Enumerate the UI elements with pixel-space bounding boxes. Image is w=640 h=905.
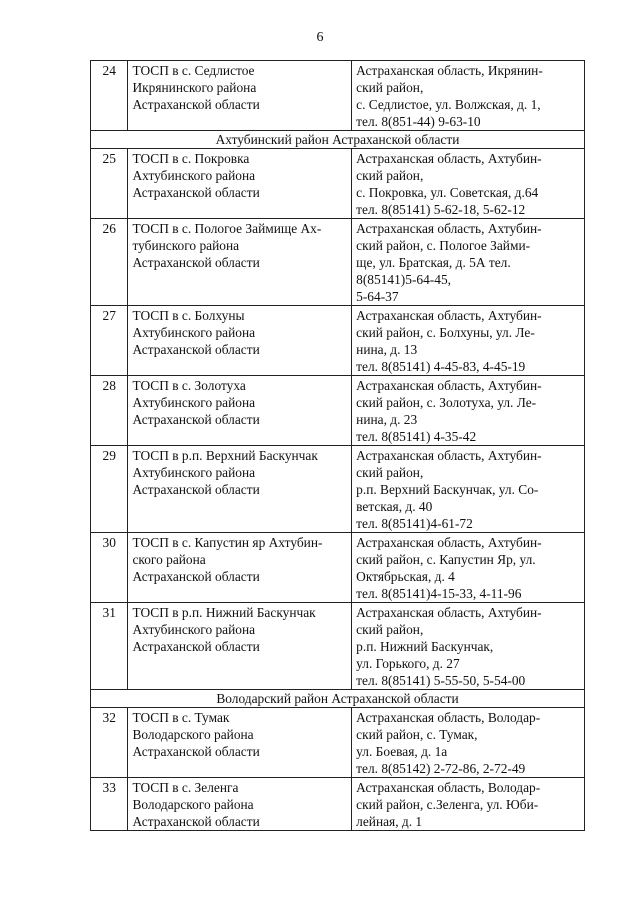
row-number: 27: [91, 306, 128, 376]
table-row: [91, 149, 585, 219]
address-line: ул. Горького, д. 27: [356, 656, 460, 671]
address-line: Астраханская область, Икрянин-: [356, 63, 543, 78]
office-name-line: ТОСП в с. Капустин яр Ахтубин-: [132, 535, 323, 550]
office-name-line: ТОСП в с. Покровка: [132, 151, 250, 166]
address-line: тел. 8(85141) 4-45-83, 4-45-19: [356, 359, 526, 374]
office-name-cell: [128, 219, 352, 306]
table-row: [91, 376, 585, 446]
address-line: нина, д. 13: [356, 342, 418, 357]
office-name-cell: [128, 61, 352, 131]
table-row: [91, 533, 585, 603]
address-line: 5-64-37: [356, 289, 399, 304]
table-row: [91, 306, 585, 376]
address-line: Астраханская область, Володар-: [356, 710, 541, 725]
section-header-row: [91, 131, 585, 149]
office-name-line: ТОСП в с. Седлистое: [132, 63, 255, 78]
address-line: ский район,: [356, 622, 424, 637]
office-name-line: Ахтубинского района: [132, 465, 256, 480]
address-line: Астраханская область, Володар-: [356, 780, 541, 795]
address-line: нина, д. 23: [356, 412, 418, 427]
address-cell: [352, 778, 585, 831]
address-line: Астраханская область, Ахтубин-: [356, 535, 542, 550]
address-line: Астраханская область, Ахтубин-: [356, 221, 542, 236]
office-name-cell: [128, 446, 352, 533]
address-line: р.п. Нижний Баскунчак,: [356, 639, 494, 654]
address-line: ветская, д. 40: [356, 499, 433, 514]
office-name-line: Ахтубинского района: [132, 622, 256, 637]
office-name-line: ТОСП в с. Пологое Займище Ах-: [132, 221, 322, 236]
section-header-row: [91, 690, 585, 708]
office-name-cell: [128, 149, 352, 219]
address-line: ский район, с. Капустин Яр, ул.: [356, 552, 536, 567]
office-name-line: Икрянинского района: [132, 80, 257, 95]
office-name-line: Ахтубинского района: [132, 325, 256, 340]
office-name-line: Астраханской области: [132, 482, 260, 497]
office-name-line: Володарского района: [132, 797, 254, 812]
office-name-line: ского района: [132, 552, 206, 567]
office-name-line: Астраханской области: [132, 342, 260, 357]
address-line: Астраханская область, Ахтубин-: [356, 308, 542, 323]
office-name-line: Астраханской области: [132, 744, 260, 759]
office-name-line: ТОСП в с. Болхуны: [132, 308, 245, 323]
table-row: [91, 61, 585, 131]
table-row: [91, 708, 585, 778]
office-name-cell: [128, 708, 352, 778]
office-name-line: Астраханской области: [132, 412, 260, 427]
row-number: 26: [91, 219, 128, 306]
office-name-line: Астраханской области: [132, 814, 260, 829]
address-line: тел. 8(85142) 2-72-86, 2-72-49: [356, 761, 526, 776]
row-number: 28: [91, 376, 128, 446]
row-number: 30: [91, 533, 128, 603]
office-name-line: Ахтубинского района: [132, 395, 256, 410]
address-line: ул. Боевая, д. 1а: [356, 744, 448, 759]
office-name-line: ТОСП в р.п. Нижний Баскунчак: [132, 605, 316, 620]
address-line: ский район, с. Золотуха, ул. Ле-: [356, 395, 537, 410]
address-line: лейная, д. 1: [356, 814, 423, 829]
table-body: [91, 61, 585, 831]
address-line: тел. 8(85141)4-15-33, 4-11-96: [356, 586, 522, 601]
address-cell: [352, 219, 585, 306]
address-line: тел. 8(851-44) 9-63-10: [356, 114, 481, 129]
address-cell: [352, 376, 585, 446]
address-cell: [352, 708, 585, 778]
address-line: Астраханская область, Ахтубин-: [356, 605, 542, 620]
address-line: ский район, с.Зеленга, ул. Юби-: [356, 797, 539, 812]
office-name-line: Ахтубинского района: [132, 168, 256, 183]
office-name-cell: [128, 533, 352, 603]
address-cell: [352, 306, 585, 376]
address-cell: [352, 446, 585, 533]
office-name-line: ТОСП в с. Золотуха: [132, 378, 246, 393]
table-row: [91, 603, 585, 690]
table-row: [91, 219, 585, 306]
address-line: р.п. Верхний Баскунчак, ул. Со-: [356, 482, 539, 497]
section-title: Ахтубинский район Астраханской области: [91, 131, 585, 149]
address-line: с. Покровка, ул. Советская, д.64: [356, 185, 539, 200]
section-title: Володарский район Астраханской области: [91, 690, 585, 708]
office-name-line: ТОСП в р.п. Верхний Баскунчак: [132, 448, 318, 463]
address-line: Астраханская область, Ахтубин-: [356, 151, 542, 166]
address-line: ский район, с. Болхуны, ул. Ле-: [356, 325, 535, 340]
address-line: 8(85141)5-64-45,: [356, 272, 451, 287]
row-number: 33: [91, 778, 128, 831]
address-line: ский район, с. Пологое Займи-: [356, 238, 531, 253]
office-name-line: тубинского района: [132, 238, 240, 253]
row-number: 25: [91, 149, 128, 219]
office-name-line: Астраханской области: [132, 639, 260, 654]
row-number: 31: [91, 603, 128, 690]
address-line: ский район, с. Тумак,: [356, 727, 478, 742]
address-cell: [352, 61, 585, 131]
address-line: тел. 8(85141) 5-55-50, 5-54-00: [356, 673, 526, 688]
office-name-line: Астраханской области: [132, 97, 260, 112]
office-name-cell: [128, 778, 352, 831]
address-line: ще, ул. Братская, д. 5А тел.: [356, 255, 511, 270]
office-name-cell: [128, 603, 352, 690]
address-line: Октябрьская, д. 4: [356, 569, 455, 584]
office-list-table: [90, 60, 585, 831]
office-name-line: Астраханской области: [132, 185, 260, 200]
address-line: ский район,: [356, 168, 424, 183]
address-line: ский район,: [356, 80, 424, 95]
address-line: тел. 8(85141) 5-62-18, 5-62-12: [356, 202, 526, 217]
address-line: тел. 8(85141) 4-35-42: [356, 429, 477, 444]
page-number: 6: [316, 30, 324, 45]
office-name-line: Астраханской области: [132, 569, 260, 584]
office-name-line: Астраханской области: [132, 255, 260, 270]
table-row: [91, 778, 585, 831]
address-cell: [352, 603, 585, 690]
address-line: Астраханская область, Ахтубин-: [356, 448, 542, 463]
office-name-line: ТОСП в с. Тумак: [132, 710, 230, 725]
address-line: ский район,: [356, 465, 424, 480]
address-line: Астраханская область, Ахтубин-: [356, 378, 542, 393]
office-name-line: ТОСП в с. Зеленга: [132, 780, 239, 795]
row-number: 29: [91, 446, 128, 533]
address-cell: [352, 149, 585, 219]
office-name-line: Володарского района: [132, 727, 254, 742]
address-cell: [352, 533, 585, 603]
row-number: 32: [91, 708, 128, 778]
address-line: с. Седлистое, ул. Волжская, д. 1,: [356, 97, 541, 112]
table-row: [91, 446, 585, 533]
row-number: 24: [91, 61, 128, 131]
office-name-cell: [128, 376, 352, 446]
office-name-cell: [128, 306, 352, 376]
address-line: тел. 8(85141)4-61-72: [356, 516, 473, 531]
